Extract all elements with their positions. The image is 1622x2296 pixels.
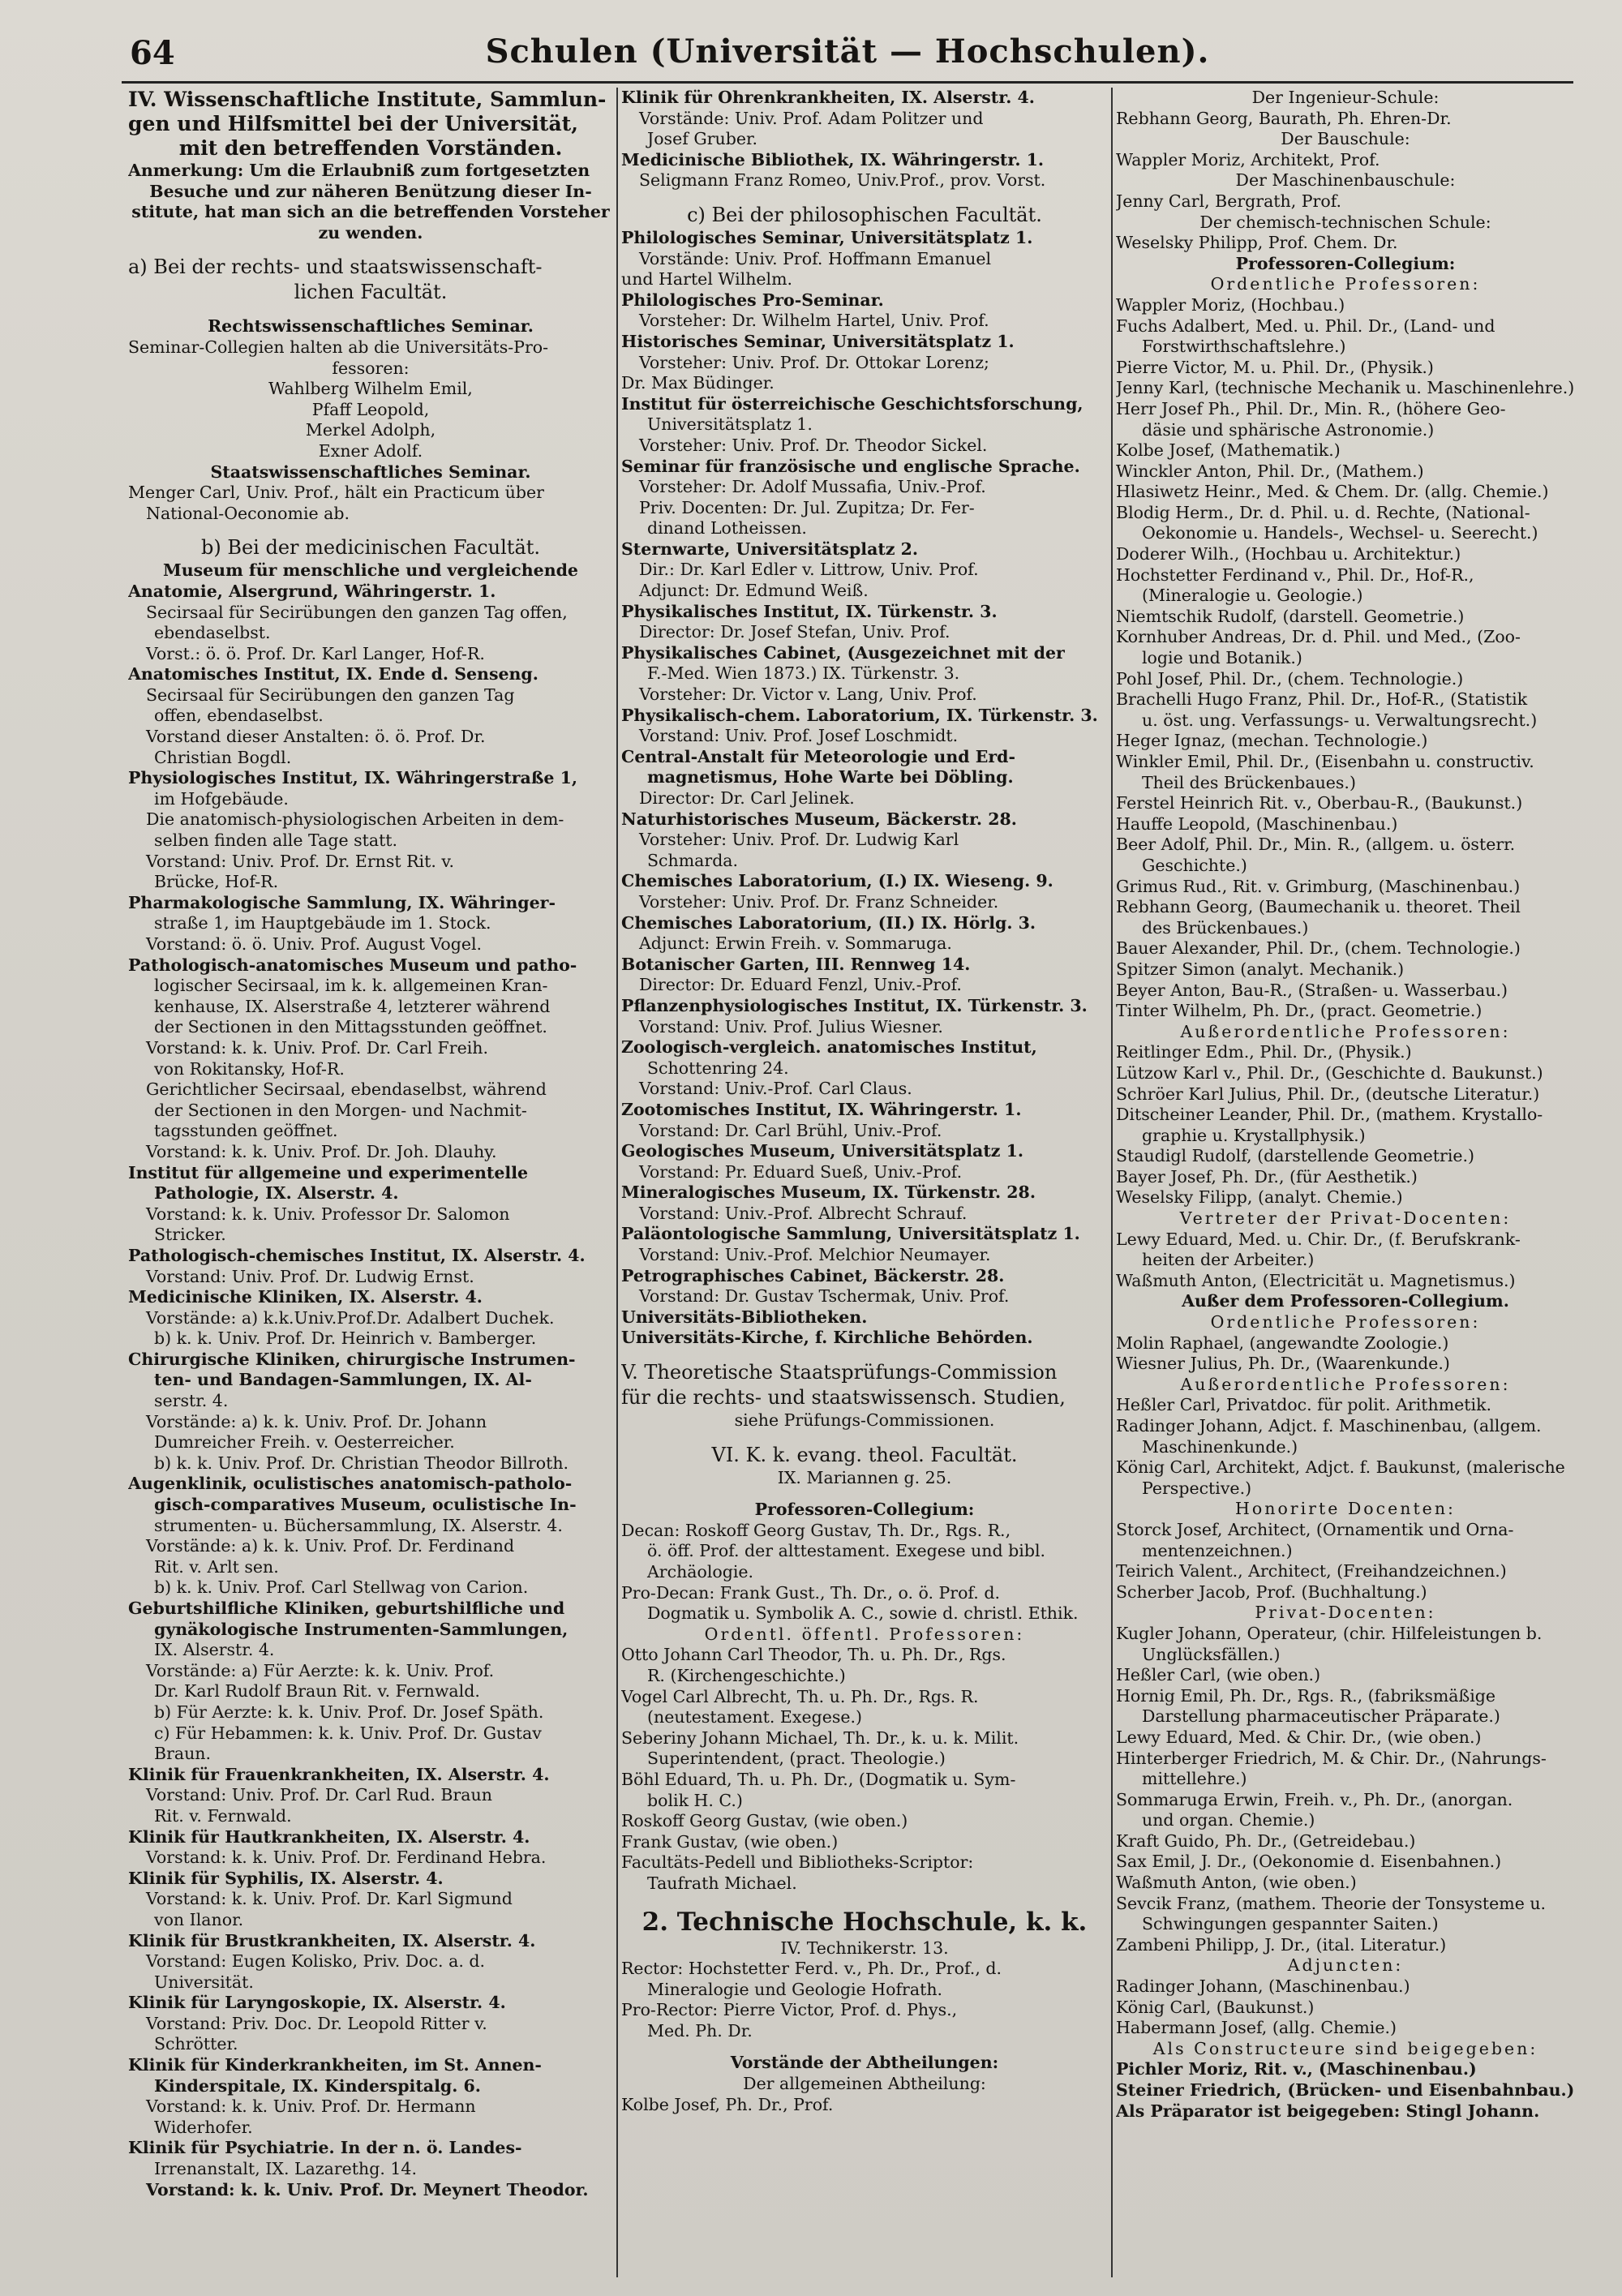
text-line: R. (Kirchengeschichte.) xyxy=(647,1665,846,1685)
text-line: VI. K. k. evang. theol. Facultät. xyxy=(711,1443,1018,1466)
text-line: Vorstand: Univ. Prof. Julius Wiesner. xyxy=(639,1016,943,1036)
text-line: Chemisches Laboratorium, (II.) IX. Hörlg. 3. xyxy=(621,912,1036,933)
text-line: b) k. k. Univ. Prof. Dr. Heinrich v. Bamberger. xyxy=(154,1328,537,1349)
text-line: Wappler Moriz, (Hochbau.) xyxy=(1116,294,1345,315)
text-line: Vorstand: k. k. Univ. Prof. Dr. Joh. Dlauhy. xyxy=(146,1141,497,1161)
text-line: Hauffe Leopold, (Maschinenbau.) xyxy=(1116,813,1398,834)
text-line: Honorirte Docenten: xyxy=(1235,1499,1456,1519)
text-line: Vorsteher: Univ. Prof. Dr. Ottokar Lorenz; xyxy=(639,352,989,372)
text-line: Kinderspitale, IX. Kinderspitalg. 6. xyxy=(154,2075,481,2096)
text-line: Pro-Rector: Pierre Victor, Prof. d. Phys., xyxy=(621,2000,958,2020)
text-line: der Sectionen in den Morgen- und Nachmit- xyxy=(154,1100,527,1120)
text-line: Pohl Josef, Phil. Dr., (chem. Technologie.) xyxy=(1116,668,1464,689)
text-line: Lewy Eduard, Med. & Chir. Dr., (wie oben.) xyxy=(1116,1727,1482,1747)
text-line: Naturhistorisches Museum, Bäckerstr. 28. xyxy=(621,809,1017,829)
text-line: Heßler Carl, (wie oben.) xyxy=(1116,1665,1321,1685)
page-number: 64 xyxy=(130,34,175,72)
text-line: Secirsaal für Secirübungen den ganzen Tag offen, xyxy=(146,602,568,622)
text-line: Schröer Karl Julius, Phil. Dr., (deutsche Literatur.) xyxy=(1116,1084,1540,1104)
text-line: Die anatomisch-physiologischen Arbeiten in dem- xyxy=(146,809,564,830)
text-line: Vorstand: k. k. Univ. Prof. Dr. Karl Sigmund xyxy=(146,1889,513,1909)
text-line: Rit. v. Fernwald. xyxy=(154,1805,292,1826)
text-line: bolik H. C.) xyxy=(647,1790,743,1810)
text-line: Vorstand: k. k. Univ. Prof. Dr. Meynert Theodor. xyxy=(146,2179,589,2199)
text-line: Medicinische Kliniken, IX. Alserstr. 4. xyxy=(128,1287,483,1307)
text-line: Radinger Johann, (Maschinenbau.) xyxy=(1116,1976,1410,1997)
text-line: Frank Gustav, (wie oben.) xyxy=(621,1831,839,1852)
text-line: Klinik für Kinderkrankheiten, im St. Annen- xyxy=(128,2055,542,2075)
text-line: Hlasiwetz Heinr., Med. & Chem. Dr. (allg. Chemie.) xyxy=(1116,482,1549,502)
text-line: Wappler Moriz, Architekt, Prof. xyxy=(1116,149,1380,170)
text-line: kenhause, IX. Alserstraße 4, letzterer während xyxy=(154,996,551,1016)
text-line: Physikalisches Institut, IX. Türkenstr. 3. xyxy=(621,601,998,621)
text-line: Außer dem Professoren-Collegium. xyxy=(1182,1291,1509,1311)
text-line: Teirich Valent., Architect, (Freihandzeichnen.) xyxy=(1116,1561,1507,1581)
text-line: Vorsteher: Univ. Prof. Dr. Theodor Sickel. xyxy=(639,435,988,455)
text-line: Perspective.) xyxy=(1142,1478,1252,1498)
text-line: Paläontologische Sammlung, Universitätsplatz 1. xyxy=(621,1224,1080,1244)
text-line: Vorst.: ö. ö. Prof. Dr. Karl Langer, Hof-R. xyxy=(146,643,485,663)
text-line: däsie und sphärische Astronomie.) xyxy=(1142,419,1435,440)
text-line: Adjuncten: xyxy=(1287,1955,1404,1976)
text-line: Heßler Carl, Privatdoc. für polit. Arithmetik. xyxy=(1116,1395,1492,1415)
text-line: selben finden alle Tage statt. xyxy=(154,830,398,851)
text-line: Vorstände: Univ. Prof. Adam Politzer und xyxy=(639,108,984,128)
text-line: Rechtswissenschaftliches Seminar. xyxy=(208,316,534,337)
text-line: Taufrath Michael. xyxy=(647,1873,797,1893)
text-line: Merkel Adolph, xyxy=(305,420,436,440)
text-line: Pierre Victor, M. u. Phil. Dr., (Physik.) xyxy=(1116,357,1434,377)
text-line: Medicinische Bibliothek, IX. Währingerstr. 1. xyxy=(621,149,1044,170)
text-line: stitute, hat man sich an die betreffenden Vorsteher xyxy=(131,202,610,222)
text-line: Josef Gruber. xyxy=(647,129,758,149)
text-line: Director: Dr. Josef Stefan, Univ. Prof. xyxy=(639,622,950,642)
running-title: Schulen (Universität — Hochschulen). xyxy=(485,32,1210,71)
text-line: Irrenanstalt, IX. Lazarethg. 14. xyxy=(154,2159,417,2179)
column-middle xyxy=(621,88,1108,2277)
text-line: des Brückenbaues.) xyxy=(1142,917,1309,938)
text-line: zu wenden. xyxy=(318,222,423,242)
text-line: Der Ingenieur-Schule: xyxy=(1251,88,1440,107)
text-line: Klinik für Laryngoskopie, IX. Alserstr. 4. xyxy=(128,1993,506,2013)
text-line: Außerordentliche Professoren: xyxy=(1180,1374,1511,1394)
text-line: Seminar-Collegien halten ab die Universitäts-Pro- xyxy=(128,337,549,357)
text-line: Weselsky Filipp, (analyt. Chemie.) xyxy=(1116,1187,1403,1208)
text-line: Klinik für Psychiatrie. In der n. ö. Landes- xyxy=(128,2138,522,2158)
text-line: Anatomie, Alsergrund, Währingerstr. 1. xyxy=(128,581,496,601)
text-line: gen und Hilfsmittel bei der Universität, xyxy=(128,112,578,135)
text-line: Forstwirthschaftslehre.) xyxy=(1142,337,1346,357)
text-line: Exner Adolf. xyxy=(318,440,423,461)
text-line: Vorsteher: Univ. Prof. Dr. Ludwig Karl xyxy=(639,830,959,850)
text-line: Christian Bogdl. xyxy=(154,747,292,767)
text-line: Unglücksfällen.) xyxy=(1142,1644,1281,1664)
text-line: mittellehre.) xyxy=(1142,1769,1247,1789)
text-line: Doderer Wilh., (Hochbau u. Architektur.) xyxy=(1116,544,1461,564)
text-line: Winkler Emil, Phil. Dr., (Eisenbahn u. constructiv. xyxy=(1116,752,1534,771)
text-line: Hinterberger Friedrich, M. & Chir. Dr., (Nahrungs- xyxy=(1116,1748,1547,1768)
text-line: und organ. Chemie.) xyxy=(1142,1810,1315,1830)
text-line: von Ilanor. xyxy=(154,1909,244,1929)
text-line: Botanischer Garten, III. Rennweg 14. xyxy=(621,954,971,974)
text-line: Dir.: Dr. Karl Edler v. Littrow, Univ. Prof. xyxy=(639,560,979,580)
text-line: Schottenring 24. xyxy=(647,1058,789,1078)
text-line: Lewy Eduard, Med. u. Chir. Dr., (f. Berufskrank- xyxy=(1116,1229,1521,1249)
text-line: Secirsaal für Secirübungen den ganzen Tag xyxy=(146,685,515,705)
text-line: Universitäts-Bibliotheken. xyxy=(621,1307,868,1327)
text-line: Waßmuth Anton, (Electricität u. Magnetismus.) xyxy=(1116,1270,1516,1290)
text-line: V. Theoretische Staatsprüfungs-Commission xyxy=(621,1361,1058,1384)
text-line: Central-Anstalt für Meteorologie und Erd- xyxy=(621,746,1015,766)
text-line: Schwingungen gespannter Saiten.) xyxy=(1142,1914,1439,1934)
text-line: Kraft Guido, Ph. Dr., (Getreidebau.) xyxy=(1116,1830,1416,1851)
text-line: Habermann Josef, (allg. Chemie.) xyxy=(1116,2018,1397,2038)
text-line: Physikalisches Cabinet, (Ausgezeichnet mit der xyxy=(621,642,1065,663)
text-line: Braun. xyxy=(154,1744,212,1764)
text-line: Kolbe Josef, (Mathematik.) xyxy=(1116,440,1341,461)
text-line: Vorstand: ö. ö. Univ. Prof. August Vogel. xyxy=(146,934,483,954)
text-line: Vorstände: a) k. k. Univ. Prof. Dr. Ferdinand xyxy=(146,1536,515,1556)
text-line: Vorstand: k. k. Univ. Prof. Dr. Carl Freih. xyxy=(146,1037,488,1058)
text-line: Dr. Karl Rudolf Braun Rit. v. Fernwald. xyxy=(154,1681,480,1702)
text-line: Als Präparator ist beigegeben: Stingl Johann. xyxy=(1116,2101,1540,2121)
text-line: Klinik für Ohrenkrankheiten, IX. Alserstr. 4. xyxy=(621,88,1035,107)
text-line: Vorstand: k. k. Univ. Prof. Dr. Hermann xyxy=(146,2096,476,2117)
text-line: ebendaselbst. xyxy=(154,623,271,643)
text-line: Vorstand: k. k. Univ. Prof. Dr. Ferdinand Hebra. xyxy=(146,1848,547,1868)
text-line: Weselsky Philipp, Prof. Chem. Dr. xyxy=(1116,233,1398,253)
text-line: mit den betreffenden Vorständen. xyxy=(178,136,563,160)
text-line: gisch-comparatives Museum, oculistische In- xyxy=(154,1495,577,1515)
text-line: Vorstand: Dr. Carl Brühl, Univ.-Prof. xyxy=(639,1120,942,1140)
text-line: Klinik für Frauenkrankheiten, IX. Alserstr. 4. xyxy=(128,1764,550,1784)
text-line: Klinik für Hautkrankheiten, IX. Alserstr. 4. xyxy=(128,1826,530,1847)
text-line: Fuchs Adalbert, Med. u. Phil. Dr., (Land- und xyxy=(1116,315,1495,336)
text-line: IX. Mariannen g. 25. xyxy=(777,1467,952,1487)
text-line: Museum für menschliche und vergleichende xyxy=(163,560,578,581)
text-line: Spitzer Simon (analyt. Mechanik.) xyxy=(1116,959,1405,979)
text-line: a) Bei der rechts- und staatswissenschaft- xyxy=(128,255,543,279)
text-line: Ordentliche Professoren: xyxy=(1210,274,1481,294)
text-line: Sevcik Franz, (mathem. Theorie der Tonsysteme u. xyxy=(1116,1893,1547,1913)
text-line: Rebhann Georg, Baurath, Ph. Ehren-Dr. xyxy=(1116,108,1452,128)
text-line: Ordentliche Professoren: xyxy=(1210,1312,1481,1333)
text-line: Adjunct: Erwin Freih. v. Sommaruga. xyxy=(639,933,952,954)
text-line: Blodig Herm., Dr. d. Phil. u. d. Rechte, (National- xyxy=(1116,502,1530,522)
text-line: Außerordentliche Professoren: xyxy=(1180,1021,1511,1041)
text-line: Zoologisch-vergleich. anatomisches Institut, xyxy=(621,1037,1037,1058)
text-line: Seminar für französische und englische Sprache. xyxy=(621,456,1080,476)
text-line: logischer Secirsaal, im k. k. allgemeinen Kran- xyxy=(154,976,548,996)
text-line: Vorstand: Univ. Prof. Dr. Ernst Rit. v. xyxy=(146,851,455,871)
text-line: Geologisches Museum, Universitätsplatz 1. xyxy=(621,1141,1023,1161)
text-line: Beer Adolf, Phil. Dr., Min. R., (allgem. u. österr. xyxy=(1116,835,1516,855)
text-line: Ferstel Heinrich Rit. v., Oberbau-R., (Baukunst.) xyxy=(1116,793,1523,813)
text-line: Physikalisch-chem. Laboratorium, IX. Türkenstr. 3. xyxy=(621,705,1098,725)
text-line: logie und Botanik.) xyxy=(1142,648,1302,668)
text-line: Heger Ignaz, (mechan. Technologie.) xyxy=(1116,731,1428,751)
text-line: Ditscheiner Leander, Phil. Dr., (mathem. Krystallo- xyxy=(1116,1105,1543,1125)
text-line: ten- und Bandagen-Sammlungen, IX. Al- xyxy=(154,1370,532,1390)
text-line: Lützow Karl v., Phil. Dr., (Geschichte d. Baukunst.) xyxy=(1116,1062,1543,1083)
text-line: c) Für Hebammen: k. k. Univ. Prof. Dr. Gustav xyxy=(154,1723,542,1743)
text-line: Molin Raphael, (angewandte Zoologie.) xyxy=(1116,1333,1449,1353)
text-line: gynäkologische Instrumenten-Sammlungen, xyxy=(154,1619,569,1639)
text-line: Med. Ph. Dr. xyxy=(647,2020,753,2041)
text-line: dinand Lotheissen. xyxy=(647,518,807,539)
text-line: Steiner Friedrich, (Brücken- und Eisenbahnbau.) xyxy=(1116,2080,1575,2100)
text-line: Oekonomie u. Handels-, Wechsel- u. Seerecht.) xyxy=(1142,523,1538,543)
text-line: Scherber Jacob, Prof. (Buchhaltung.) xyxy=(1116,1581,1427,1602)
text-line: Vorstände: a) Für Aerzte: k. k. Univ. Prof. xyxy=(146,1660,495,1680)
text-line: Philologisches Seminar, Universitätsplatz 1. xyxy=(621,227,1033,247)
text-line: Professoren-Collegium: xyxy=(754,1500,975,1520)
text-line: Petrographisches Cabinet, Bäckerstr. 28. xyxy=(621,1265,1005,1285)
text-line: Pathologie, IX. Alserstr. 4. xyxy=(154,1183,399,1204)
text-line: Klinik für Brustkrankheiten, IX. Alserstr. 4. xyxy=(128,1930,536,1951)
text-line: Pro-Decan: Frank Gust., Th. Dr., o. ö. Prof. d. xyxy=(621,1582,1000,1603)
text-line: Seberiny Johann Michael, Th. Dr., k. u. k. Milit. xyxy=(621,1727,1019,1748)
text-line: strumenten- u. Büchersammlung, IX. Alserstr. 4. xyxy=(154,1515,563,1535)
text-line: graphie u. Krystallphysik.) xyxy=(1142,1125,1366,1145)
text-line: Sternwarte, Universitätsplatz 2. xyxy=(621,539,919,559)
text-line: Vogel Carl Albrecht, Th. u. Ph. Dr., Rgs. R. xyxy=(621,1686,979,1706)
text-line: Winckler Anton, Phil. Dr., (Mathem.) xyxy=(1116,461,1424,481)
text-line: von Rokitansky, Hof-R. xyxy=(154,1058,345,1079)
text-line: Pichler Moriz, Rit. v., (Maschinenbau.) xyxy=(1116,2059,1477,2079)
text-line: Rit. v. Arlt sen. xyxy=(154,1556,279,1577)
text-line: Der chemisch-technischen Schule: xyxy=(1199,212,1491,232)
text-line: und Hartel Wilhelm. xyxy=(621,269,793,290)
text-line: Niemtschik Rudolf, (darstell. Geometrie.) xyxy=(1116,606,1465,626)
text-line: Vorstand: Priv. Doc. Dr. Leopold Ritter v. xyxy=(146,2013,487,2033)
text-line: Vorstand: Univ. Prof. Dr. Carl Rud. Braun xyxy=(146,1785,492,1805)
text-line: Mineralogie und Geologie Hofrath. xyxy=(647,1979,943,1999)
text-line: b) Für Aerzte: k. k. Univ. Prof. Dr. Josef Späth. xyxy=(154,1702,544,1722)
text-line: Vorsteher: Dr. Adolf Mussafia, Univ.-Prof. xyxy=(639,477,986,497)
text-line: Wahlberg Wilhelm Emil, xyxy=(268,379,473,399)
text-line: Besuche und zur näheren Benützung dieser In- xyxy=(149,181,592,201)
page-header xyxy=(122,31,1573,79)
text-line: Hochstetter Ferdinand v., Phil. Dr., Hof-R., xyxy=(1116,564,1474,585)
text-line: Der Maschinenbauschule: xyxy=(1235,170,1456,191)
text-line: National-Oeconomie ab. xyxy=(146,503,350,523)
text-line: Geburtshilfliche Kliniken, geburtshilfliche und xyxy=(128,1599,565,1618)
text-line: Universitäts-Kirche, f. Kirchliche Behörden. xyxy=(621,1328,1033,1348)
text-line: Storck Josef, Architect, (Ornamentik und Orna- xyxy=(1116,1519,1514,1539)
text-line: Chemisches Laboratorium, (I.) IX. Wieseng. 9. xyxy=(621,871,1053,891)
text-line: im Hofgebäude. xyxy=(154,788,289,809)
text-line: IX. Alserstr. 4. xyxy=(154,1640,275,1660)
text-line: Staudigl Rudolf, (darstellende Geometrie.) xyxy=(1116,1146,1475,1166)
text-line: Otto Johann Carl Theodor, Th. u. Ph. Dr., Rgs. xyxy=(621,1645,1006,1665)
text-line: fessoren: xyxy=(332,358,410,378)
text-line: ö. öff. Prof. der alttestament. Exegese und bibl. xyxy=(647,1541,1046,1561)
text-line: (neutestament. Exegese.) xyxy=(647,1707,863,1727)
header-rule xyxy=(122,81,1573,84)
text-line: (Mineralogie u. Geologie.) xyxy=(1142,586,1363,606)
text-line: Roskoff Georg Gustav, (wie oben.) xyxy=(621,1811,908,1831)
text-line: Als Constructeure sind beigegeben: xyxy=(1152,2038,1538,2058)
text-line: Staatswissenschaftliches Seminar. xyxy=(210,461,531,482)
text-line: Vorstand: Univ.-Prof. Melchior Neumayer. xyxy=(639,1245,991,1265)
text-line: IV. Wissenschaftliche Institute, Sammlun- xyxy=(128,88,607,111)
text-line: Pathologisch-chemisches Institut, IX. Alserstr. 4. xyxy=(128,1245,586,1265)
text-line: Historisches Seminar, Universitätsplatz 1. xyxy=(621,331,1015,351)
column-divider xyxy=(616,88,618,2277)
text-line: Kornhuber Andreas, Dr. d. Phil. und Med., (Zoo- xyxy=(1116,627,1521,647)
text-line: Vorstand: Univ.-Prof. Albrecht Schrauf. xyxy=(639,1203,968,1223)
text-line: der Sectionen in den Mittagsstunden geöffnet. xyxy=(154,1017,547,1037)
text-line: Vertreter der Privat-Docenten: xyxy=(1179,1208,1512,1229)
text-line: Professoren-Collegium: xyxy=(1235,253,1456,273)
text-line: Anmerkung: Um die Erlaubniß zum fortgesetzten xyxy=(128,161,590,180)
text-line: mentenzeichnen.) xyxy=(1142,1540,1293,1560)
text-line: König Carl, Architekt, Adjct. f. Baukunst, (malerische xyxy=(1116,1457,1565,1478)
text-line: c) Bei der philosophischen Facultät. xyxy=(687,203,1042,226)
text-line: Pflanzenphysiologisches Institut, IX. Türkenstr. 3. xyxy=(621,995,1088,1015)
text-line: Vorstand: Univ.-Prof. Carl Claus. xyxy=(639,1079,912,1099)
text-line: Gerichtlicher Secirsaal, ebendaselbst, während xyxy=(146,1079,547,1100)
text-line: Vorstände: a) k. k. Univ. Prof. Dr. Johann xyxy=(146,1411,487,1431)
text-line: Pathologisch-anatomisches Museum und patho- xyxy=(128,955,577,975)
column-right xyxy=(1116,88,1575,2277)
text-line: Theil des Brückenbaues.) xyxy=(1142,772,1356,792)
text-line: Böhl Eduard, Th. u. Ph. Dr., (Dogmatik u. Sym- xyxy=(621,1769,1016,1789)
text-line: straße 1, im Hauptgebäude im 1. Stock. xyxy=(154,913,491,933)
text-line: Vorstand: Univ. Prof. Josef Loschmidt. xyxy=(639,726,959,746)
text-line: Schmarda. xyxy=(647,850,739,870)
text-line: Zambeni Philipp, J. Dr., (ital. Literatur.) xyxy=(1116,1934,1447,1955)
text-line: Mineralogisches Museum, IX. Türkenstr. 28. xyxy=(621,1182,1036,1203)
text-line: Rebhann Georg, (Baumechanik u. theoret. Theil xyxy=(1116,897,1521,917)
text-line: Universitätsplatz 1. xyxy=(647,414,813,435)
text-line: Archäologie. xyxy=(647,1562,754,1581)
text-line: tagsstunden geöffnet. xyxy=(154,1121,338,1141)
text-line: Bauer Alexander, Phil. Dr., (chem. Technologie.) xyxy=(1116,938,1521,959)
text-line: Facultäts-Pedell und Bibliotheks-Scriptor: xyxy=(621,1852,974,1873)
text-line: Maschinenkunde.) xyxy=(1142,1436,1298,1457)
text-line: Vorsteher: Dr. Wilhelm Hartel, Univ. Prof. xyxy=(639,311,989,331)
text-line: Anatomisches Institut, IX. Ende d. Senseng. xyxy=(128,664,539,685)
text-line: Menger Carl, Univ. Prof., hält ein Practicum über xyxy=(128,483,544,503)
text-line: Waßmuth Anton, (wie oben.) xyxy=(1116,1873,1357,1893)
text-line: Sommaruga Erwin, Freih. v., Ph. Dr., (anorgan. xyxy=(1116,1789,1513,1809)
text-line: Dumreicher Freih. v. Oesterreicher. xyxy=(154,1432,455,1453)
text-line: Der allgemeinen Abtheilung: xyxy=(743,2074,986,2094)
text-line: Vorstand: Pr. Eduard Sueß, Univ.-Prof. xyxy=(639,1161,963,1182)
text-line: Vorstand dieser Anstalten: ö. ö. Prof. Dr. xyxy=(146,727,486,747)
text-line: Philologisches Pro-Seminar. xyxy=(621,290,884,310)
text-line: Brücke, Hof-R. xyxy=(154,872,279,892)
text-line: Vorsteher: Dr. Victor v. Lang, Univ. Prof. xyxy=(639,685,977,705)
text-line: u. öst. ung. Verfassungs- u. Verwaltungsrecht.) xyxy=(1142,710,1538,730)
text-line: F.-Med. Wien 1873.) IX. Türkenstr. 3. xyxy=(647,663,960,684)
text-line: Decan: Roskoff Georg Gustav, Th. Dr., Rgs. R., xyxy=(621,1520,1011,1540)
text-line: Physiologisches Institut, IX. Währingerstraße 1, xyxy=(128,768,577,788)
text-line: Dogmatik u. Symbolik A. C., sowie d. christl. Ethik. xyxy=(647,1603,1079,1624)
text-line: Director: Dr. Carl Jelinek. xyxy=(639,788,855,808)
text-line: IV. Technikerstr. 13. xyxy=(780,1938,949,1958)
text-line: Darstellung pharmaceutischer Präparate.) xyxy=(1142,1706,1500,1727)
text-line: b) Bei der medicinischen Facultät. xyxy=(200,536,541,560)
text-line: Institut für allgemeine und experimentelle xyxy=(128,1162,529,1182)
text-line: Vorstand: Eugen Kolisko, Priv. Doc. a. d. xyxy=(146,1951,485,1972)
text-line: Brachelli Hugo Franz, Phil. Dr., Hof-R., (Statistik xyxy=(1116,689,1528,710)
column-left xyxy=(128,88,613,2277)
text-line: Sax Emil, J. Dr., (Oekonomie d. Eisenbahnen.) xyxy=(1116,1852,1502,1872)
text-line: Superintendent, (pract. Theologie.) xyxy=(647,1749,946,1769)
text-line: lichen Facultät. xyxy=(294,281,448,304)
text-line: siehe Prüfungs-Commissionen. xyxy=(734,1410,995,1431)
text-line: Stricker. xyxy=(154,1225,226,1245)
text-line: Vorstand: Dr. Gustav Tschermak, Univ. Prof. xyxy=(639,1286,1010,1307)
text-line: Klinik für Syphilis, IX. Alserstr. 4. xyxy=(128,1868,444,1888)
text-line: Rector: Hochstetter Ferd. v., Ph. Dr., Prof., d. xyxy=(621,1959,1002,1979)
text-line: 2. Technische Hochschule, k. k. xyxy=(642,1907,1088,1937)
text-line: b) k. k. Univ. Prof. Carl Stellwag von Carion. xyxy=(154,1577,529,1598)
text-line: Privat-Docenten: xyxy=(1255,1603,1436,1623)
text-line: Grimus Rud., Rit. v. Grimburg, (Maschinenbau.) xyxy=(1116,876,1521,896)
text-line: Director: Dr. Eduard Fenzl, Univ.-Prof. xyxy=(639,975,962,995)
text-line: Vorstand: Univ. Prof. Dr. Ludwig Ernst. xyxy=(146,1266,474,1286)
text-line: offen, ebendaselbst. xyxy=(154,706,324,726)
text-line: Der Bauschule: xyxy=(1281,129,1410,149)
text-line: Widerhofer. xyxy=(154,2117,253,2137)
text-line: Augenklinik, oculistisches anatomisch-patholo- xyxy=(128,1474,573,1494)
text-line: Adjunct: Dr. Edmund Weiß. xyxy=(639,581,869,601)
text-line: Kolbe Josef, Ph. Dr., Prof. xyxy=(621,2094,834,2114)
text-line: Geschichte.) xyxy=(1142,855,1247,875)
text-line: Seligmann Franz Romeo, Univ.Prof., prov. Vorst. xyxy=(639,170,1046,191)
text-line: Kugler Johann, Operateur, (chir. Hilfeleistungen b. xyxy=(1116,1623,1543,1643)
text-line: Zootomisches Institut, IX. Währingerstr. 1. xyxy=(621,1099,1022,1119)
text-line: Radinger Johann, Adjct. f. Maschinenbau, (allgem. xyxy=(1116,1416,1542,1436)
text-line: Reitlinger Edm., Phil. Dr., (Physik.) xyxy=(1116,1042,1412,1062)
text-line: Vorstände: Univ. Prof. Hoffmann Emanuel xyxy=(639,248,992,268)
column-divider xyxy=(1111,88,1113,2277)
text-line: Priv. Docenten: Dr. Jul. Zupitza; Dr. Fer- xyxy=(639,497,975,517)
text-line: Vorstände der Abtheilungen: xyxy=(730,2053,999,2073)
text-line: Vorstand: k. k. Univ. Professor Dr. Salomon xyxy=(146,1204,510,1224)
text-line: magnetismus, Hohe Warte bei Döbling. xyxy=(647,767,1014,788)
text-line: Wiesner Julius, Ph. Dr., (Waarenkunde.) xyxy=(1116,1354,1450,1374)
text-line: Bayer Josef, Ph. Dr., (für Aesthetik.) xyxy=(1116,1166,1418,1187)
text-line: König Carl, (Baukunst.) xyxy=(1116,1997,1315,2017)
text-line: Pfaff Leopold, xyxy=(311,399,430,419)
text-line: Vorsteher: Univ. Prof. Dr. Franz Schneider. xyxy=(639,891,999,912)
text-line: Schrötter. xyxy=(154,2034,238,2054)
text-line: Dr. Max Büdinger. xyxy=(621,373,775,393)
text-line: für die rechts- und staatswissensch. Studien, xyxy=(621,1386,1066,1410)
text-line: Tinter Wilhelm, Ph. Dr., (pract. Geometrie.) xyxy=(1116,1001,1483,1021)
text-line: serstr. 4. xyxy=(154,1391,229,1411)
text-line: Pharmakologische Sammlung, IX. Währinger- xyxy=(128,892,556,912)
text-line: Jenny Carl, Bergrath, Prof. xyxy=(1116,191,1342,211)
text-line: heiten der Arbeiter.) xyxy=(1142,1250,1315,1270)
text-line: b) k. k. Univ. Prof. Dr. Christian Theodor Billroth. xyxy=(154,1453,569,1473)
text-line: Universität. xyxy=(154,1972,254,1992)
text-line: Herr Josef Ph., Phil. Dr., Min. R., (höhere Geo- xyxy=(1116,398,1506,418)
text-line: Vorstände: a) k.k.Univ.Prof.Dr. Adalbert Duchek. xyxy=(146,1307,555,1328)
text-line: Chirurgische Kliniken, chirurgische Instrumen- xyxy=(128,1349,576,1369)
text-line: Institut für österreichische Geschichtsforschung, xyxy=(621,393,1083,414)
text-line: Jenny Karl, (technische Mechanik u. Maschinenlehre.) xyxy=(1116,378,1575,398)
text-line: Beyer Anton, Bau-R., (Straßen- u. Wasserbau.) xyxy=(1116,980,1508,1000)
text-line: Ordentl. öffentl. Professoren: xyxy=(704,1624,1025,1644)
text-line: Hornig Emil, Ph. Dr., Rgs. R., (fabriksmäßige xyxy=(1116,1685,1496,1706)
